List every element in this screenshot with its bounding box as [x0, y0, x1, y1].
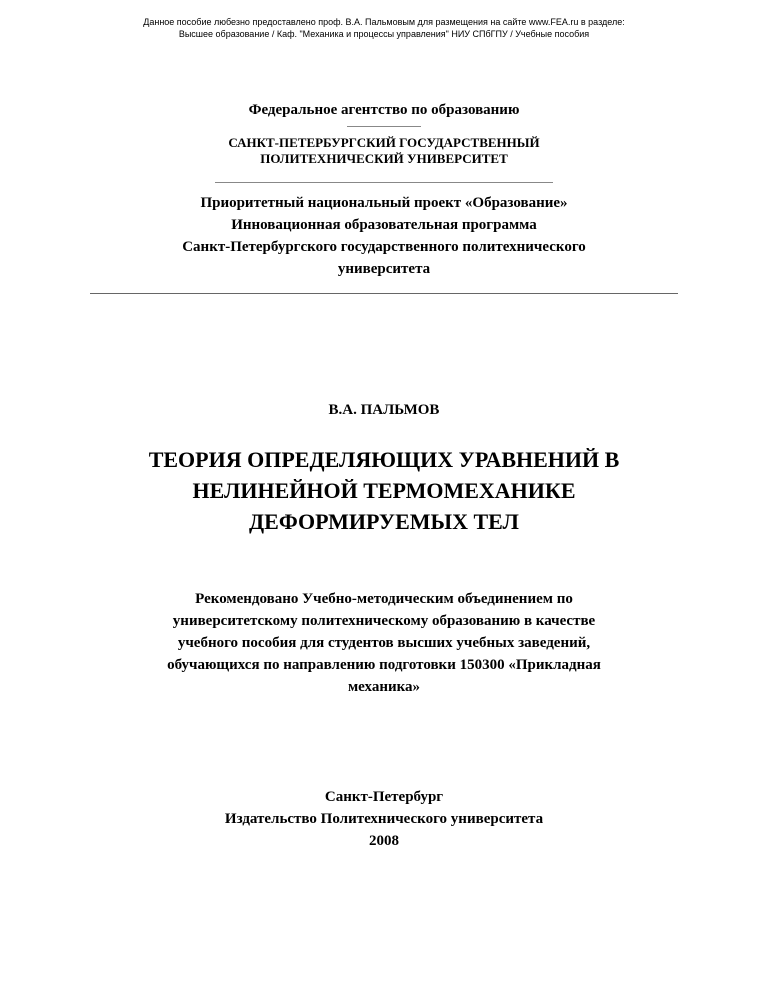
recommendation-line-1: Рекомендовано Учебно-методическим объединением по [195, 591, 573, 607]
project-line-4: университета [337, 261, 431, 277]
recommendation-line-2: университетскому политехническому образованию в качестве [172, 613, 596, 629]
title-line-2: НЕЛИНЕЙНОЙ ТЕРМОМЕХАНИКЕ [192, 478, 576, 503]
university-name [0, 135, 768, 167]
agency-heading: Федеральное агентство по образованию [248, 102, 520, 118]
short-divider [347, 126, 421, 127]
recommendation-line-3: учебного пособия для студентов высших учебных заведений, [177, 635, 591, 651]
site-notice [0, 16, 768, 40]
title-line-1: ТЕОРИЯ ОПРЕДЕЛЯЮЩИХ УРАВНЕНИЙ В [148, 447, 620, 472]
project-line-2: Инновационная образовательная программа [231, 217, 537, 233]
imprint-city: Санкт-Петербург [324, 789, 444, 805]
author-name: В.А. ПАЛЬМОВ [328, 402, 440, 418]
university-line-1: САНКТ-ПЕТЕРБУРГСКИЙ ГОСУДАРСТВЕННЫЙ [228, 135, 540, 150]
imprint-block [0, 786, 768, 852]
project-line-3: Санкт-Петербургского государственного политехнического [182, 239, 586, 255]
full-divider [90, 293, 678, 294]
project-block [0, 192, 768, 280]
site-notice-line-2: Высшее образование / Каф. "Механика и процессы управления" НИУ СПбГПУ / Учебные пособия [178, 29, 590, 39]
recommendation-line-4: обучающихся по направлению подготовки 150300 «Прикладная [167, 657, 601, 673]
title-line-3: ДЕФОРМИРУЕМЫХ ТЕЛ [249, 509, 519, 534]
recommendation-block [0, 588, 768, 698]
recommendation-line-5: механика» [347, 679, 421, 695]
imprint-publisher: Издательство Политехнического университета [224, 811, 544, 827]
book-title [0, 444, 768, 537]
imprint-year: 2008 [369, 833, 399, 849]
project-line-1: Приоритетный национальный проект «Образование» [200, 195, 568, 211]
university-line-2: ПОЛИТЕХНИЧЕСКИЙ УНИВЕРСИТЕТ [260, 151, 508, 166]
medium-divider [215, 182, 553, 183]
site-notice-line-1: Данное пособие любезно предоставлено проф. В.А. Пальмовым для размещения на сайте www.FEA.ru в разделе: [143, 17, 625, 27]
